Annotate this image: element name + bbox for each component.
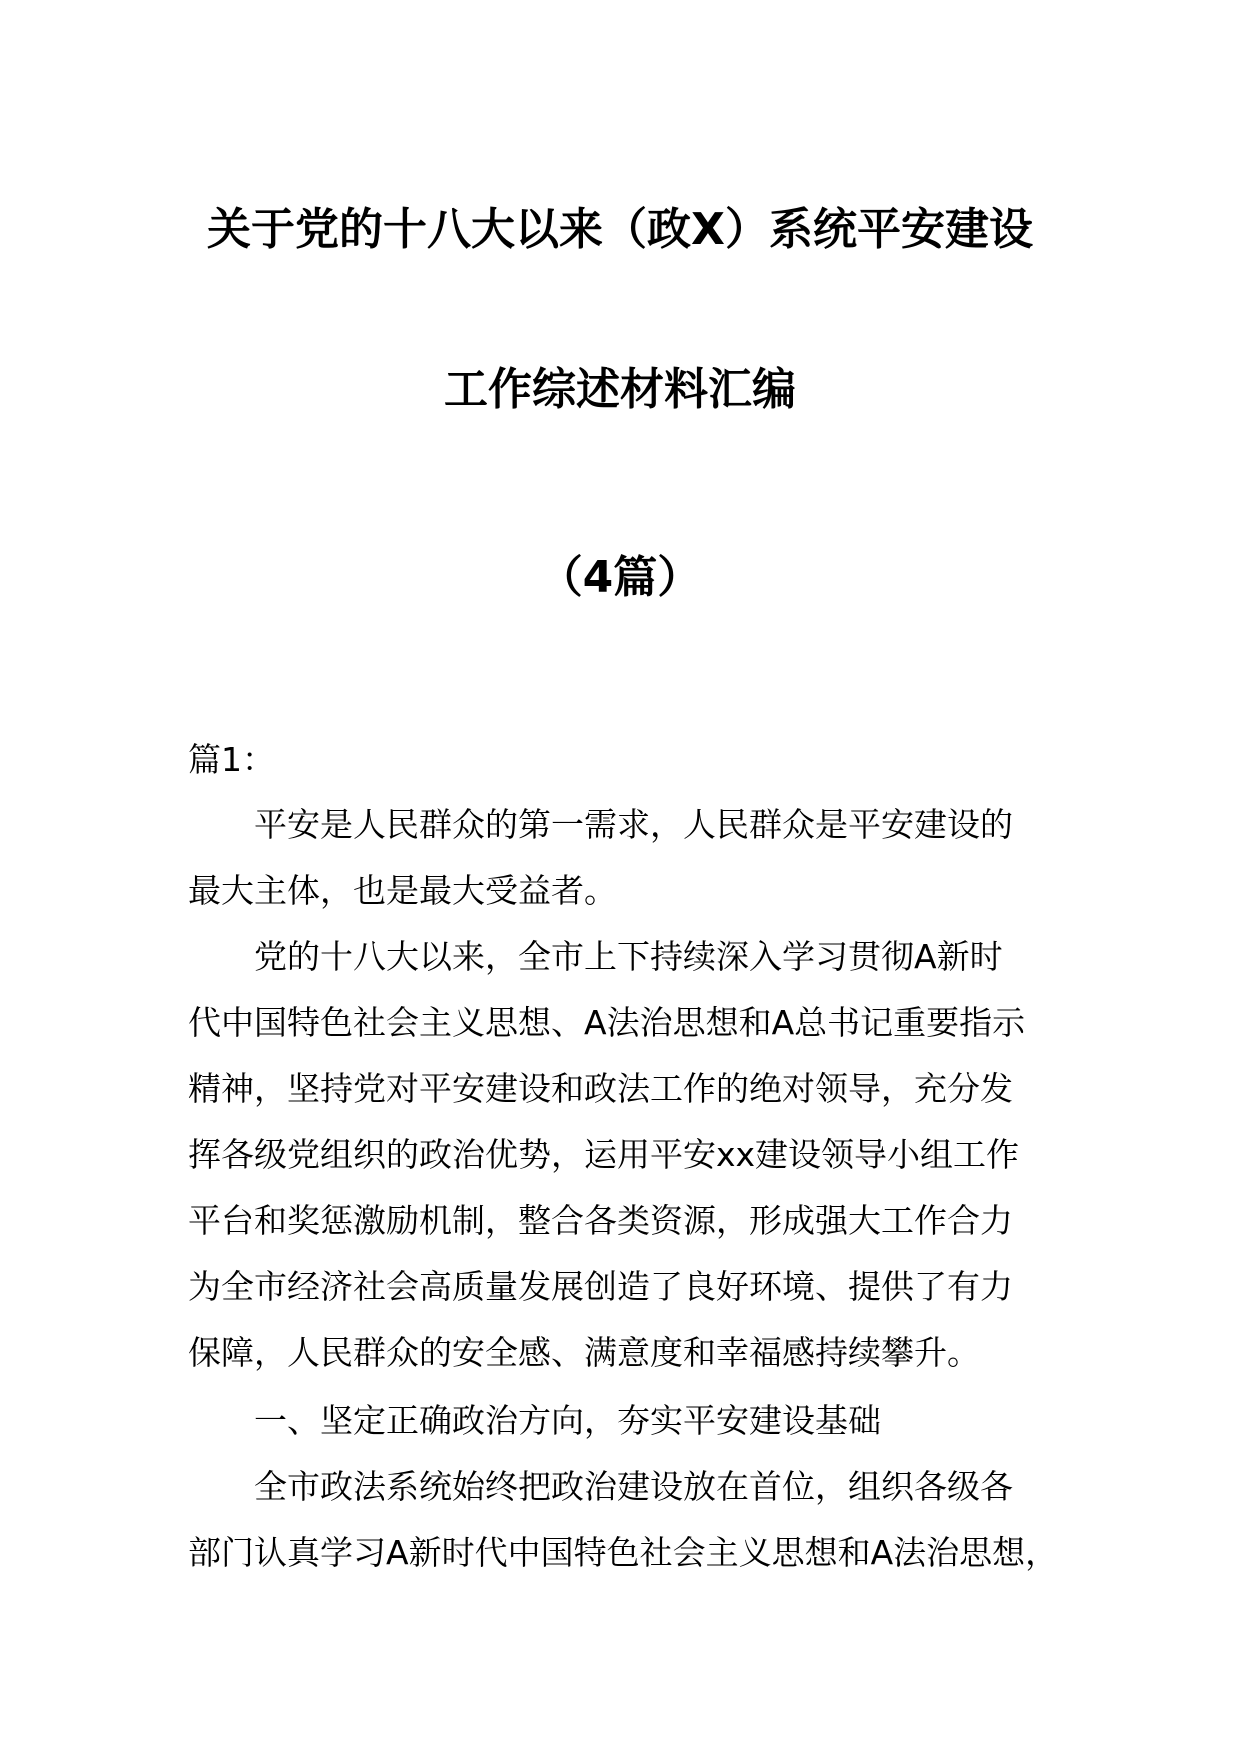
paragraph-2: [188, 924, 1058, 1386]
paragraph-line: 代中国特色社会主义思想、A法治思想和A总书记重要指示: [188, 1003, 1026, 1042]
paragraph-line: 党的十八大以来，全市上下持续深入学习贯彻A新时: [254, 937, 1003, 976]
paragraph-line: 保障，人民群众的安全感、满意度和幸福感持续攀升。: [188, 1333, 980, 1372]
section-heading-1: [188, 1388, 1058, 1454]
paragraph-line: 平安是人民群众的第一需求，人民群众是平安建设的: [254, 805, 1013, 844]
paragraph-line: 最大主体，也是最大受益者。: [188, 871, 617, 910]
heading-text: 一、坚定正确政治方向，夯实平安建设基础: [254, 1401, 881, 1440]
paragraph-line: 平台和奖惩激励机制，整合各类资源，形成强大工作合力: [188, 1201, 1013, 1240]
paragraph-line: 挥各级党组织的政治优势，运用平安xx建设领导小组工作: [188, 1135, 1020, 1174]
document-title-line-1: 关于党的十八大以来（政X）系统平安建设: [207, 204, 1033, 255]
paragraph-line: 全市政法系统始终把政治建设放在首位，组织各级各: [254, 1467, 1013, 1506]
document-title-line-2: 工作综述材料汇编: [444, 364, 796, 415]
document-title-count: （4篇）: [538, 552, 702, 603]
paragraph-line: 精神，坚持党对平安建设和政法工作的绝对领导，充分发: [188, 1069, 1013, 1108]
section-label: 篇1：: [188, 740, 275, 779]
paragraph-line: 部门认真学习A新时代中国特色社会主义思想和A法治思想，: [188, 1533, 1059, 1572]
paragraph-line: 为全市经济社会高质量发展创造了良好环境、提供了有力: [188, 1267, 1013, 1306]
paragraph-1: [188, 792, 1058, 924]
paragraph-3: [188, 1454, 1058, 1586]
